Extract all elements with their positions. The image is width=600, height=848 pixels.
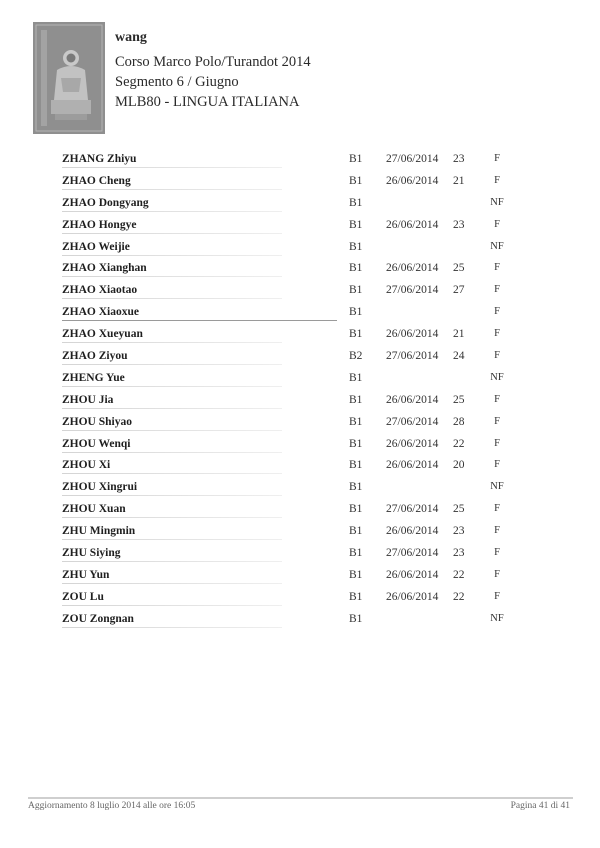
exam-date-cell: 27/06/2014 (386, 503, 439, 516)
student-name: ZHOU Shiyao (62, 415, 132, 428)
level-cell: B1 (349, 547, 363, 560)
level-cell: B1 (349, 459, 363, 472)
level-cell: B1 (349, 262, 363, 275)
student-name: ZHOU Xuan (62, 503, 126, 516)
score-cell: 25 (453, 503, 465, 516)
table-row (0, 566, 600, 588)
score-cell: 22 (453, 437, 465, 450)
row-underline (62, 320, 337, 321)
student-name: ZHAO Xiaoxue (62, 306, 139, 319)
result-cell: F (494, 415, 500, 427)
table-row (0, 588, 600, 610)
result-cell: F (494, 306, 500, 318)
level-cell: B1 (349, 196, 363, 209)
table-row (0, 281, 600, 303)
table-row (0, 150, 600, 172)
student-name: ZHOU Xi (62, 459, 111, 472)
table-row (0, 610, 600, 632)
level-cell: B1 (349, 525, 363, 538)
level-cell: B1 (349, 218, 363, 231)
footer-page-number: Pagina 41 di 41 (510, 801, 570, 811)
student-name: ZHENG Yue (62, 371, 125, 384)
level-cell: B1 (349, 612, 363, 625)
result-cell: F (494, 547, 500, 559)
row-underline (62, 233, 282, 234)
student-name: ZHAO Ziyou (62, 350, 128, 363)
table-row (0, 172, 600, 194)
result-cell: F (494, 153, 500, 164)
table-row (0, 522, 600, 544)
result-cell: F (494, 568, 500, 580)
exam-date-cell: 27/06/2014 (386, 350, 439, 363)
result-cell: F (494, 459, 500, 471)
student-name: ZHU Siying (62, 547, 121, 560)
student-name: ZHAO Xueyuan (62, 328, 143, 341)
score-cell: 21 (453, 174, 465, 187)
level-cell: B1 (349, 174, 363, 187)
level-cell: B1 (349, 415, 363, 428)
exam-date-cell: 27/06/2014 (386, 284, 439, 297)
row-underline (62, 627, 282, 628)
result-cell: F (494, 437, 500, 449)
footer-update-timestamp: Aggiornamento 8 luglio 2014 alle ore 16:05 (28, 801, 196, 811)
student-name: ZOU Zongnan (62, 612, 134, 625)
table-row (0, 238, 600, 260)
row-underline (62, 189, 282, 190)
exam-date-cell: 26/06/2014 (386, 393, 439, 406)
level-cell: B1 (349, 306, 363, 319)
level-cell: B1 (349, 481, 363, 494)
table-row (0, 478, 600, 500)
level-cell: B1 (349, 590, 363, 603)
level-cell: B1 (349, 568, 363, 581)
exam-date-cell: 26/06/2014 (386, 437, 439, 450)
seated-figure-icon (33, 22, 105, 134)
exam-date-cell: 26/06/2014 (386, 568, 439, 581)
score-cell: 23 (453, 153, 465, 165)
result-cell: F (494, 174, 500, 186)
footer-divider (28, 797, 573, 799)
student-name: ZHANG Zhiyu (62, 153, 137, 165)
table-row (0, 435, 600, 457)
university-logo (33, 22, 105, 134)
table-row (0, 500, 600, 522)
exam-date-cell: 26/06/2014 (386, 459, 439, 472)
row-underline (62, 342, 282, 343)
row-underline (62, 517, 282, 518)
exam-date-cell: 26/06/2014 (386, 262, 439, 275)
level-cell: B1 (349, 284, 363, 297)
result-cell: NF (490, 196, 504, 208)
result-cell: NF (490, 612, 504, 624)
table-row (0, 347, 600, 369)
row-underline (62, 276, 282, 277)
exam-date-cell: 26/06/2014 (386, 525, 439, 538)
score-cell: 22 (453, 568, 465, 581)
student-name: ZHAO Hongye (62, 218, 137, 231)
course-title: Corso Marco Polo/Turandot 2014 (115, 54, 311, 70)
student-name: ZHAO Xianghan (62, 262, 147, 275)
segment-title: Segmento 6 / Giugno (115, 74, 239, 90)
score-cell: 23 (453, 525, 465, 538)
row-underline (62, 298, 282, 299)
exam-date-cell: 26/06/2014 (386, 174, 439, 187)
result-cell: NF (490, 240, 504, 252)
module-title: MLB80 - LINGUA ITALIANA (115, 94, 300, 110)
row-underline (62, 430, 282, 431)
student-name: ZHOU Wenqi (62, 437, 131, 450)
table-row (0, 325, 600, 347)
row-underline (62, 561, 282, 562)
result-cell: F (494, 262, 500, 274)
level-cell: B1 (349, 437, 363, 450)
level-cell: B1 (349, 240, 363, 253)
exam-date-cell: 26/06/2014 (386, 590, 439, 603)
result-cell: F (494, 393, 500, 405)
exam-date-cell: 26/06/2014 (386, 218, 439, 231)
user-name: wang (115, 30, 147, 45)
result-cell: NF (490, 481, 504, 493)
level-cell: B2 (349, 350, 363, 363)
table-row (0, 194, 600, 216)
result-cell: F (494, 328, 500, 340)
course-header (115, 28, 311, 112)
student-name: ZHOU Xingrui (62, 481, 138, 494)
result-cell: F (494, 218, 500, 230)
row-underline (62, 408, 282, 409)
student-name: ZHOU Jia (62, 393, 114, 406)
score-cell: 22 (453, 590, 465, 603)
exam-date-cell: 26/06/2014 (386, 328, 439, 341)
student-name: ZOU Lu (62, 590, 104, 603)
result-cell: F (494, 590, 500, 602)
score-cell: 24 (453, 350, 465, 363)
result-cell: F (494, 525, 500, 537)
level-cell: B1 (349, 503, 363, 516)
result-cell: F (494, 284, 500, 296)
student-name: ZHU Mingmin (62, 525, 136, 538)
row-underline (62, 386, 282, 387)
result-cell: F (494, 503, 500, 515)
score-cell: 27 (453, 284, 465, 297)
student-name: ZHAO Dongyang (62, 196, 149, 209)
level-cell: B1 (349, 393, 363, 406)
row-underline (62, 605, 282, 606)
score-cell: 21 (453, 328, 465, 341)
row-underline (62, 583, 282, 584)
student-name: ZHAO Cheng (62, 174, 131, 187)
table-row (0, 259, 600, 281)
student-name: ZHAO Weijie (62, 240, 130, 253)
row-underline (62, 539, 282, 540)
score-cell: 25 (453, 262, 465, 275)
result-cell: F (494, 350, 500, 362)
row-underline (62, 167, 282, 168)
row-underline (62, 364, 282, 365)
table-row (0, 303, 600, 325)
level-cell: B1 (349, 328, 363, 341)
exam-date-cell: 27/06/2014 (386, 415, 439, 428)
level-cell: B1 (349, 153, 363, 165)
row-underline (62, 255, 282, 256)
student-name: ZHAO Xiaotao (62, 284, 138, 297)
score-cell: 25 (453, 393, 465, 406)
score-cell: 28 (453, 415, 465, 428)
score-cell: 20 (453, 459, 465, 472)
score-cell: 23 (453, 218, 465, 231)
table-row (0, 413, 600, 435)
table-row (0, 216, 600, 238)
table-row (0, 369, 600, 391)
student-name: ZHU Yun (62, 568, 110, 581)
row-underline (62, 452, 282, 453)
row-underline (62, 495, 282, 496)
exam-date-cell: 27/06/2014 (386, 547, 439, 560)
exam-date-cell: 27/06/2014 (386, 153, 439, 165)
score-cell: 23 (453, 547, 465, 560)
table-row (0, 456, 600, 478)
row-underline (62, 211, 282, 212)
level-cell: B1 (349, 371, 363, 384)
table-row (0, 544, 600, 566)
table-row (0, 391, 600, 413)
results-table (0, 150, 600, 632)
row-underline (62, 473, 282, 474)
result-cell: NF (490, 371, 504, 383)
